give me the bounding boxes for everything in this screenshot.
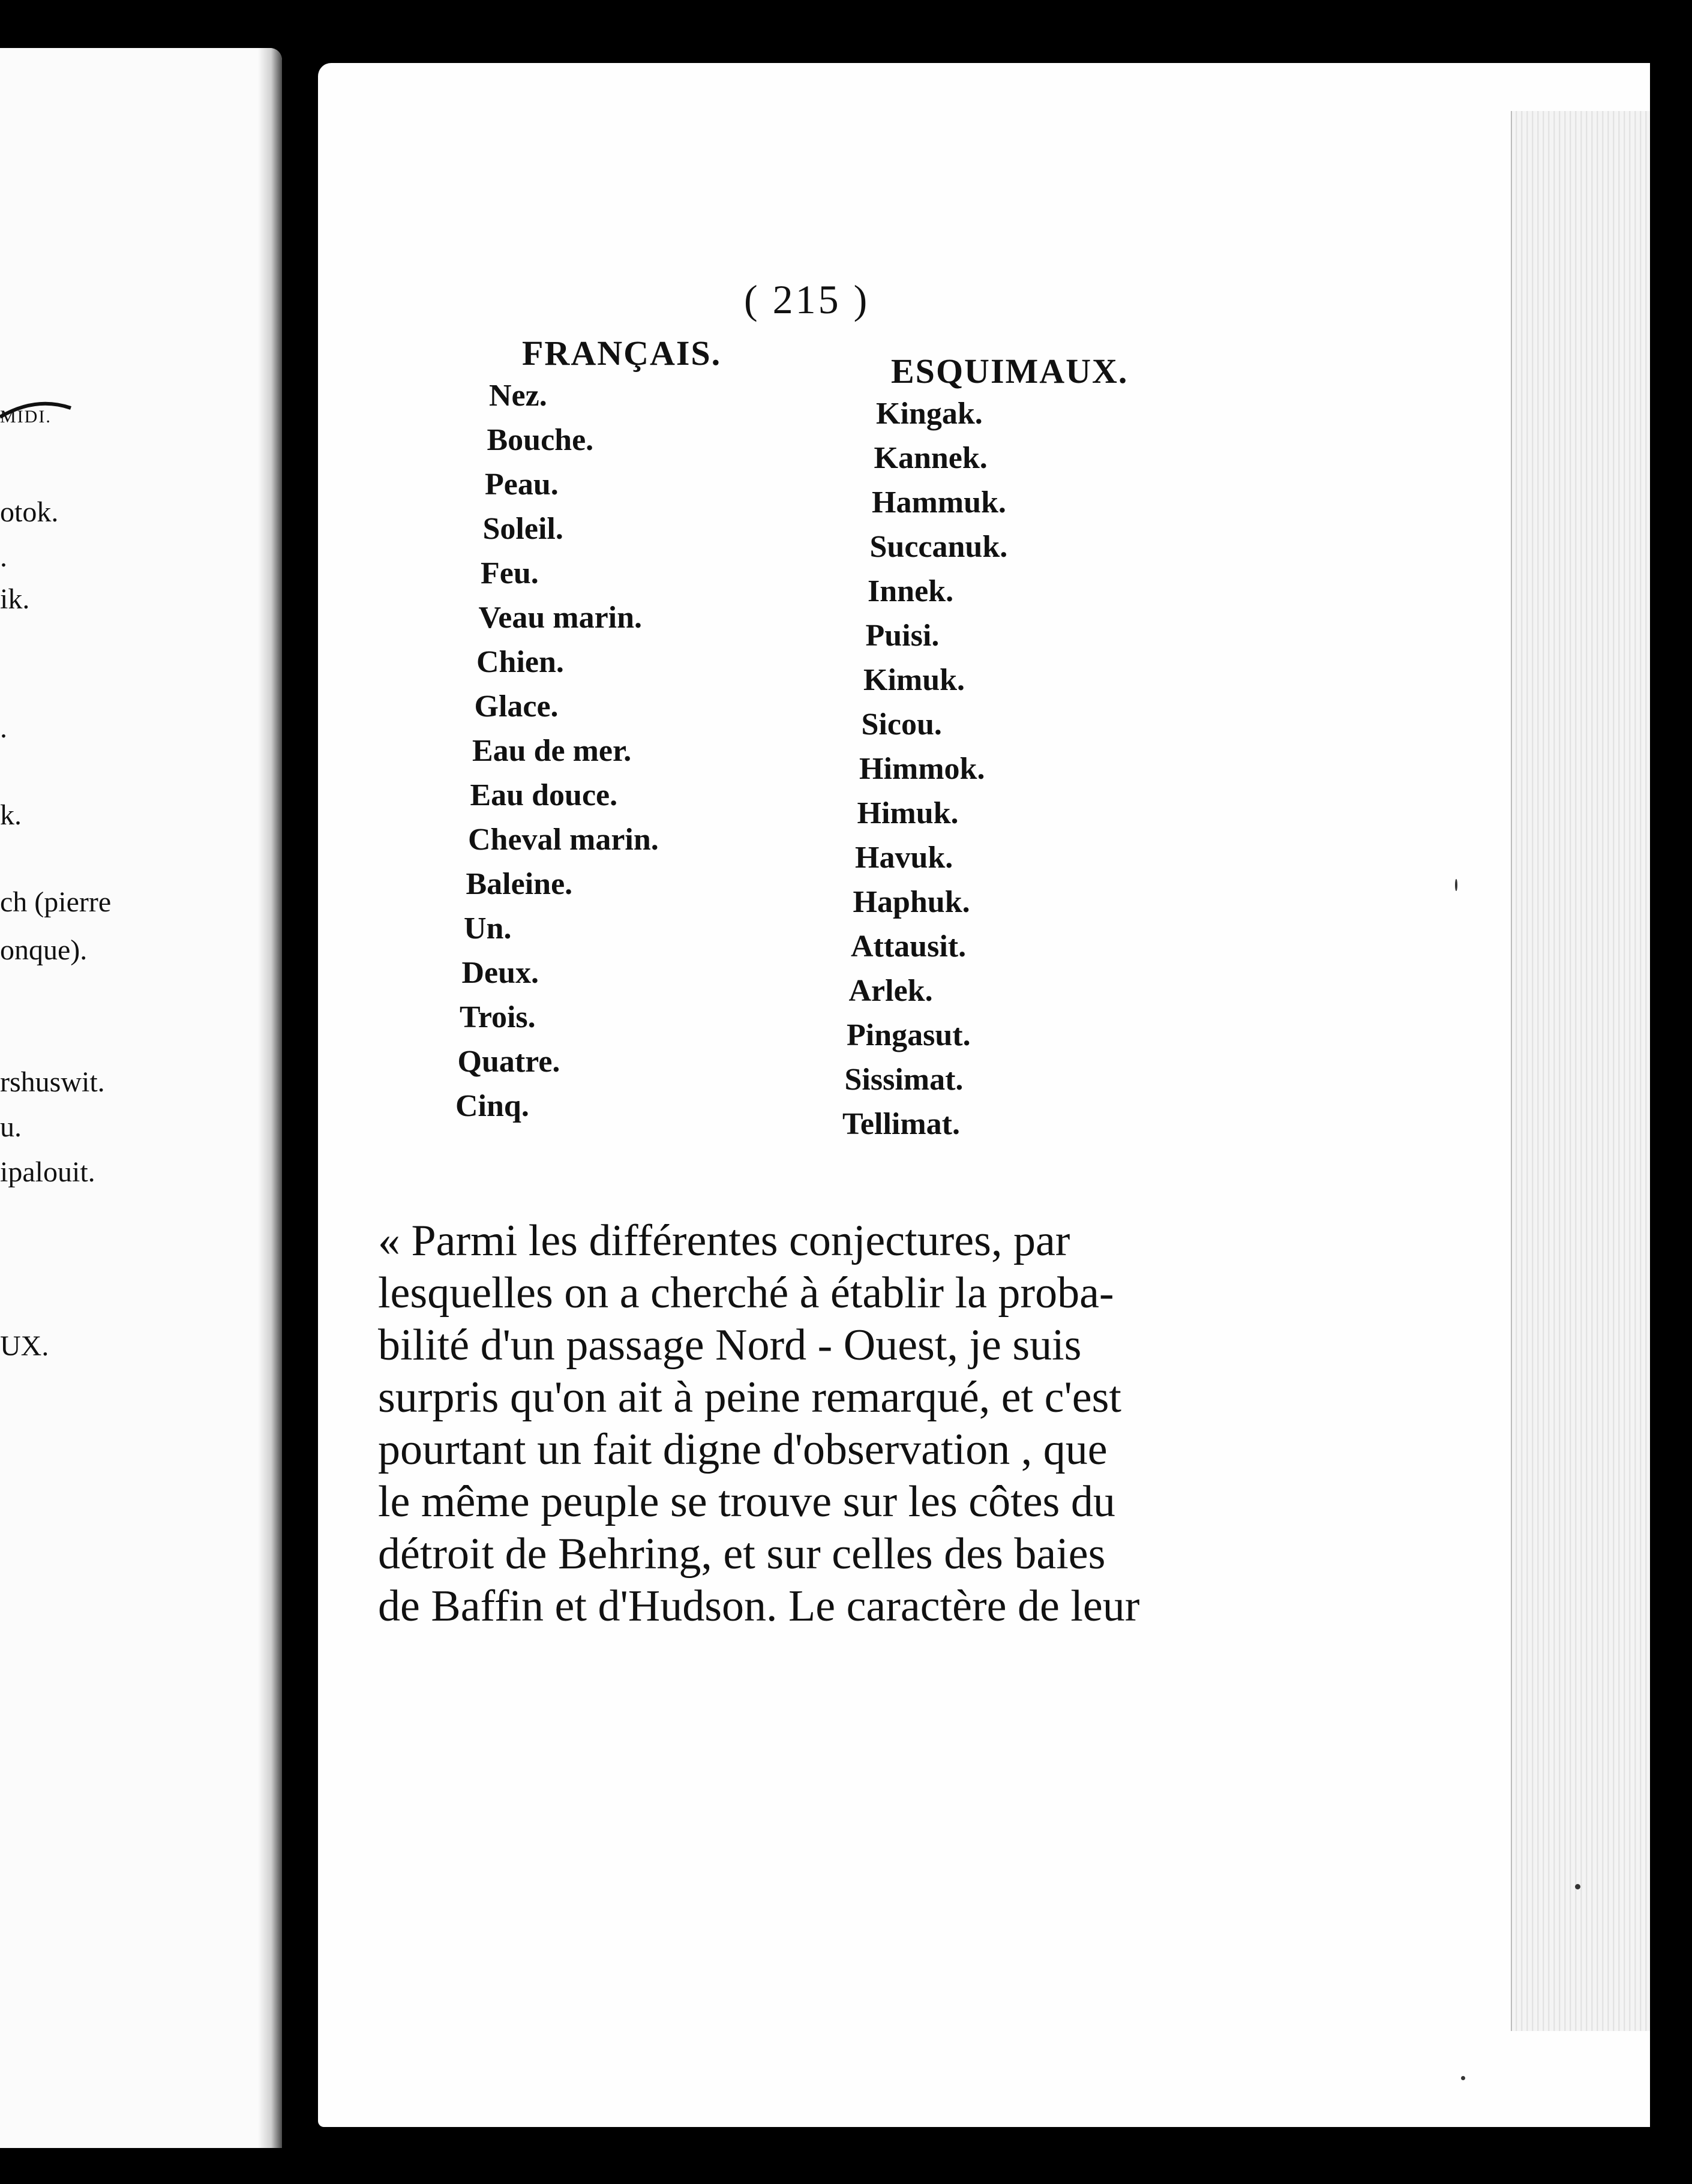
eskimo-word: Sicou. [861,707,942,742]
eskimo-word: Arlek. [848,974,933,1008]
left-page-line: ipalouit. [0,1156,95,1188]
print-speck [1461,2076,1465,2080]
left-page-line: otok. [0,496,59,528]
book-page [318,63,1650,2127]
paragraph-line: lesquelles on a cherché à établir la proba- [378,1268,1114,1318]
french-word: Quatre. [457,1045,560,1079]
eskimo-word: Kingak. [876,397,983,431]
french-word: Bouche. [487,423,594,457]
french-word: Chien. [476,645,564,679]
left-page-line: . [0,712,7,744]
left-page-line: k. [0,799,22,831]
paragraph-line: le même peuple se trouve sur les côtes du [378,1477,1115,1526]
french-word: Soleil. [482,512,563,546]
paragraph-line: détroit de Behring, et sur celles des baies [378,1529,1106,1579]
eskimo-word: Pingasut. [847,1018,971,1052]
left-page-line: MIDI. [0,407,52,427]
eskimo-word: Sissimat. [844,1063,964,1097]
header-french: FRANÇAIS. [522,334,722,373]
paragraph-line: pourtant un fait digne d'observation , que [378,1425,1108,1474]
eskimo-word: Havuk. [855,841,953,875]
left-page-line: UX. [0,1330,49,1362]
left-page-line: . [0,541,7,573]
french-word: Eau douce. [470,778,618,812]
eskimo-word: Himuk. [857,796,959,830]
paragraph-line: bilité d'un passage Nord - Ouest, je suis [378,1321,1082,1370]
french-word: Baleine. [466,867,573,901]
print-speck [1575,1884,1580,1889]
print-speck [1455,879,1457,891]
left-page-line: ch (pierre [0,886,112,918]
french-word: Feu. [481,556,539,590]
paragraph-line: de Baffin et d'Hudson. Le caractère de leur [378,1582,1140,1631]
french-word: Veau marin. [478,601,643,635]
gutter-shadow [258,48,282,2148]
header-eskimo: ESQUIMAUX. [891,352,1129,391]
left-page-line: ik. [0,583,30,615]
body-paragraph [378,1215,1494,1633]
french-word: Cinq. [455,1089,529,1123]
french-word: Un. [464,911,512,946]
paragraph-line: « Parmi les différentes conjectures, par [378,1216,1070,1265]
eskimo-word: Kannek. [874,441,988,475]
eskimo-word: Puisi. [865,619,940,653]
page-edges [1511,111,1650,2031]
eskimo-word: Kimuk. [863,663,965,697]
french-word: Cheval marin. [468,823,659,857]
french-word: Trois. [460,1000,536,1034]
eskimo-word: Attausit. [851,929,967,964]
french-word: Peau. [485,467,559,502]
french-word: Glace. [474,689,559,724]
french-word: Nez. [489,379,547,413]
french-word: Deux. [461,956,539,990]
left-page-line: rshuswit. [0,1066,105,1098]
left-facing-page [0,48,282,2148]
french-word: Eau de mer. [472,734,632,768]
eskimo-word: Himmok. [859,752,985,786]
paragraph-line: surpris qu'on ait à peine remarqué, et c'est [378,1373,1121,1422]
page-number: ( 215 ) [744,277,870,322]
eskimo-word: Tellimat. [842,1107,960,1141]
eskimo-word: Hammuk. [872,485,1006,520]
eskimo-word: Innek. [868,574,954,608]
left-page-line: u. [0,1111,22,1143]
eskimo-word: Haphuk. [853,885,970,919]
eskimo-word: Succanuk. [869,530,1008,564]
left-page-line: onque). [0,934,88,966]
